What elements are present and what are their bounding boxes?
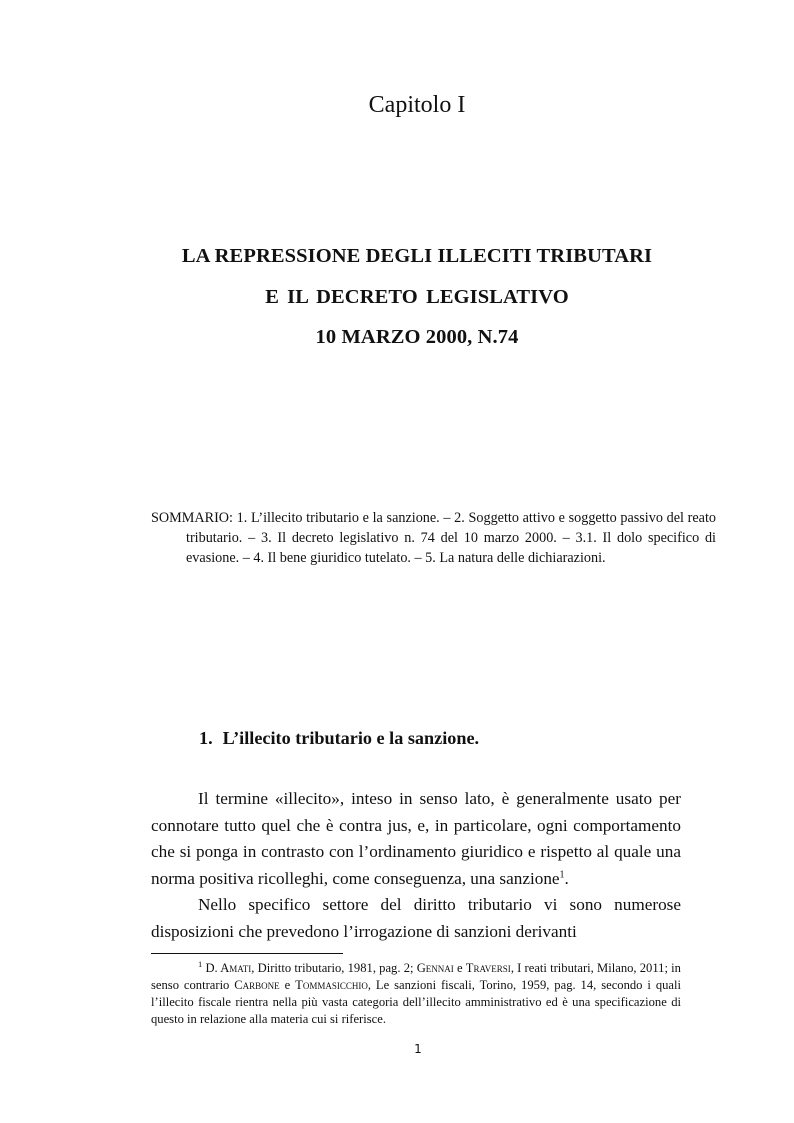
footnote-text: , I reati tributari, Milano, 2011; in senso contrario [151, 961, 681, 992]
footnote-author: Gennai [416, 961, 454, 975]
body-text [151, 786, 681, 945]
footnote-author: D. Amati [205, 961, 252, 975]
summary-block: SOMMARIO: 1. L’illecito tributario e la sanzione. – 2. Soggetto attivo e soggetto passivo del reato tributario. – 3. Il decreto legislativo n. 74 del 10 marzo 2000. – 3.1. Il dolo specifico di evasione. – 4. Il bene giuridico tutelato. – 5. La natura delle dichiarazioni. [151, 510, 716, 566]
footnote-reference[interactable]: 1 [559, 868, 565, 880]
title-line-2: E IL DECRETO LEGISLATIVO [265, 286, 569, 308]
footnote-separator [151, 953, 343, 954]
title-line-3: 10 MARZO 2000, N.74 [315, 326, 519, 348]
footnote-number: 1 [198, 958, 203, 969]
footnote-text: , Diritto tributario, 1981, pag. 2; [251, 961, 417, 975]
paragraph-1-text: Il termine «illecito», inteso in senso lato, è generalmente usato per connotare tutto quel che è contra jus, e, in particolare, ogni comportamento che si ponga in contrasto con l’ordinamento giuridico e rispetto al quale una norma positiva ricolleghi, come conseguenza, una sanzione [151, 789, 681, 888]
title-line-1: LA REPRESSIONE DEGLI ILLECITI TRIBUTARI [181, 245, 653, 267]
paragraph-2: Nello specifico settore del diritto tributario vi sono numerose disposizioni che prevedono l’irrogazione di sanzioni derivanti [151, 895, 681, 941]
section-title: L’illecito tributario e la sanzione. [222, 728, 480, 748]
footnote-author: Traversi [465, 961, 511, 975]
footnote-text: e [453, 961, 466, 975]
footnote-author: Carbone [234, 978, 280, 992]
paragraph-1-end: . [564, 868, 569, 888]
footnote [151, 960, 681, 1028]
footnote-author: Tommasicchio [295, 978, 368, 992]
chapter-heading: Capitolo I [368, 92, 466, 118]
paragraph-1 [151, 786, 681, 892]
section-heading [199, 728, 479, 749]
footnote-text: , Le sanzioni fiscali, Torino, 1959, pag. 14, secondo i quali l’illecito fiscale rientra nella più vasta categoria dell’illecito amministrativo ed è una specificazione di questo in relazione alla materia cui si riferisce. [151, 978, 681, 1026]
section-number: 1. [199, 728, 213, 748]
page-number: 1 [414, 1042, 422, 1056]
footnote-text: e [279, 978, 296, 992]
